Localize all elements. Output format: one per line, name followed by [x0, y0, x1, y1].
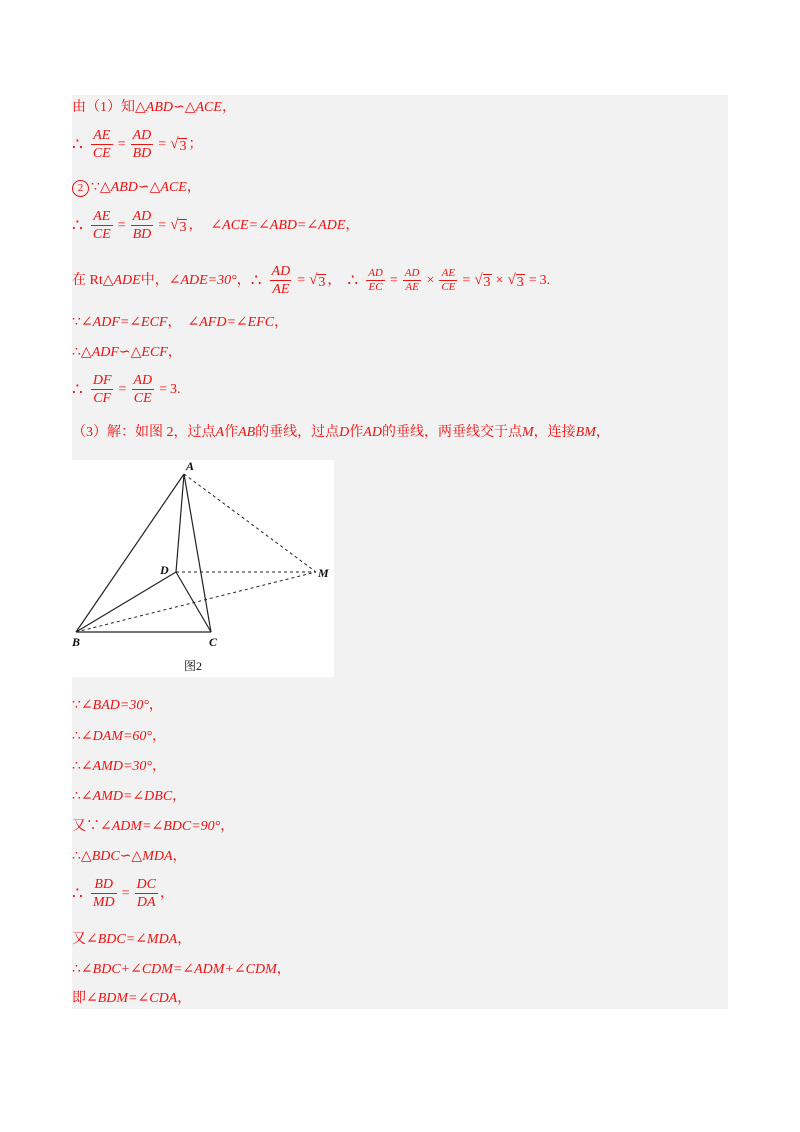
denominator: MD	[92, 895, 115, 910]
denominator: EC	[368, 281, 383, 293]
similar-symbol: ∽△	[173, 100, 196, 115]
fraction	[91, 372, 114, 407]
punctuation: ，	[327, 272, 342, 288]
punctuation: ，	[276, 962, 291, 977]
times: ×	[426, 272, 435, 288]
therefore-symbol: ∴	[72, 962, 81, 977]
fraction	[439, 267, 457, 294]
therefore-symbol: ∴	[72, 883, 83, 903]
punctuation: ，	[172, 849, 187, 864]
equals: =	[297, 272, 306, 288]
triangle-name: ADE	[113, 272, 141, 288]
numerator: AE	[441, 267, 456, 279]
numerator: AD	[133, 373, 153, 388]
punctuation: ；	[188, 136, 203, 152]
fraction	[91, 127, 113, 162]
punctuation: ，	[595, 425, 610, 440]
triangle-name: ACE	[195, 100, 222, 115]
fraction	[131, 208, 154, 243]
numerator: AD	[404, 267, 420, 279]
segment-name: BM	[575, 425, 596, 440]
line-7	[72, 344, 182, 362]
therefore-symbol: ∴	[72, 729, 81, 744]
numerator: DC	[136, 877, 156, 892]
because-symbol: ∵△	[91, 180, 111, 195]
denominator: AE	[272, 282, 290, 297]
figure-caption: 图2	[184, 659, 203, 673]
radicand: 3	[179, 138, 187, 154]
angle-equation: ∠BAD=30°	[80, 698, 149, 713]
line-14	[72, 818, 234, 836]
line-3	[72, 179, 201, 197]
angle-equation: ∠AFD=∠EFC	[187, 315, 275, 330]
line-19	[72, 990, 191, 1008]
angle-equation: ∠ADM=∠BDC=90°	[100, 819, 221, 834]
line-4	[72, 208, 359, 243]
similar-symbol: ∽△	[137, 180, 161, 195]
numerator: BD	[94, 877, 114, 892]
punctuation: ，	[177, 932, 192, 947]
text: 中，	[140, 272, 169, 288]
fraction	[135, 876, 158, 911]
segment-am	[184, 474, 316, 572]
triangle-name: ACE	[160, 180, 187, 195]
segment-name: AB	[238, 425, 256, 440]
triangle-name: MDA	[142, 849, 173, 864]
point-name: A	[215, 425, 225, 440]
punctuation: ，	[345, 217, 360, 233]
because-symbol: ∵	[72, 315, 81, 330]
denominator: CE	[133, 391, 152, 406]
punctuation: .	[546, 272, 551, 288]
denominator: AE	[405, 281, 419, 293]
denominator: CF	[93, 391, 112, 406]
fraction	[91, 208, 113, 243]
triangle-name: ECF	[141, 345, 168, 360]
therefore-symbol: ∴△	[72, 345, 92, 360]
line-10	[72, 697, 163, 715]
denominator: BD	[132, 146, 152, 161]
fraction	[270, 263, 293, 298]
line-16	[72, 876, 174, 911]
angle-equation: ∠ACE=∠ABD=∠ADE	[210, 217, 346, 233]
triangle-name: ADF	[91, 345, 119, 360]
punctuation: ，	[172, 789, 187, 804]
sqrt: √ 3	[474, 271, 491, 290]
therefore-symbol: ∴△	[72, 849, 92, 864]
result: 3	[169, 381, 177, 397]
denominator: CE	[92, 227, 111, 242]
angle-equation: ∠BDC=∠MDA	[86, 932, 178, 947]
punctuation: ，	[152, 759, 167, 774]
punctuation: ，	[177, 991, 192, 1006]
text: 又	[72, 932, 86, 947]
punctuation: ，	[167, 315, 182, 330]
line-13	[72, 788, 186, 806]
text: ，连接	[533, 425, 576, 440]
therefore-symbol: ∴	[250, 270, 262, 290]
numerator: AD	[132, 128, 152, 143]
angle-equation: ∠ADE=30°	[168, 272, 237, 288]
angle-equation: ∠AMD=∠DBC	[80, 789, 173, 804]
triangle-name: ABD	[145, 100, 173, 115]
triangle-name: BDC	[91, 849, 120, 864]
punctuation: ，	[236, 272, 251, 288]
label-c: C	[209, 635, 218, 649]
therefore-symbol: ∴	[72, 134, 83, 154]
text: 即	[72, 991, 86, 1006]
fraction	[366, 267, 385, 294]
text: 由（1）知△	[72, 100, 146, 115]
sqrt: √ 3	[309, 271, 326, 290]
punctuation: ，	[159, 885, 174, 901]
angle-equation: ∠ADF=∠ECF	[80, 315, 168, 330]
times: ×	[495, 272, 504, 288]
line-15	[72, 848, 187, 866]
therefore-symbol: ∴	[72, 789, 81, 804]
angle-equation: ∠BDM=∠CDA	[86, 991, 178, 1006]
numerator: AE	[93, 209, 111, 224]
line-2	[72, 127, 202, 162]
therefore-symbol: ∴	[347, 270, 359, 290]
label-m: M	[318, 566, 329, 580]
line-5	[72, 263, 550, 298]
equals: =	[528, 272, 537, 288]
fraction	[403, 267, 422, 294]
therefore-symbol: ∴	[72, 759, 81, 774]
denominator: CE	[92, 146, 111, 161]
label-d: D	[160, 563, 169, 577]
punctuation: .	[176, 381, 181, 397]
text: （3）解：如图 2，过点	[72, 425, 216, 440]
punctuation: ，	[220, 819, 235, 834]
sqrt: √ 3	[507, 271, 524, 290]
numerator: DF	[92, 373, 112, 388]
punctuation: ，	[274, 315, 289, 330]
punctuation: ，	[148, 698, 163, 713]
line-9	[72, 424, 610, 442]
triangle-name: ABD	[110, 180, 138, 195]
geometry-diagram	[72, 460, 334, 677]
equals: =	[121, 885, 130, 901]
punctuation: ，	[167, 345, 182, 360]
similar-symbol: ∽△	[118, 345, 142, 360]
numerator: AD	[132, 209, 152, 224]
sqrt: √ 3	[170, 216, 187, 235]
radicand: 3	[483, 274, 491, 290]
line-11	[72, 728, 166, 746]
figure-2	[72, 460, 334, 677]
punctuation: ，	[188, 217, 203, 233]
denominator: DA	[136, 895, 156, 910]
line-6	[72, 314, 288, 332]
label-a: A	[186, 460, 195, 473]
therefore-symbol: ∴	[72, 215, 83, 235]
segment-bd	[76, 572, 176, 632]
text: 在 Rt△	[72, 272, 114, 288]
segment-name: AD	[363, 425, 382, 440]
angle-equation: ∠AMD=30°	[80, 759, 153, 774]
radicand: 3	[516, 274, 524, 290]
point-name: M	[521, 425, 534, 440]
line-17	[72, 931, 191, 949]
equals: =	[159, 381, 167, 397]
equals: =	[389, 272, 398, 288]
angle-equation: ∠DAM=60°	[80, 729, 153, 744]
radicand: 3	[318, 274, 326, 290]
text: 的垂线，过点	[255, 425, 340, 440]
equals: =	[118, 381, 127, 397]
punctuation: ，	[221, 100, 236, 115]
equals: =	[158, 136, 167, 152]
punctuation: ，	[186, 180, 201, 195]
text: 又∵	[72, 819, 100, 834]
fraction	[131, 372, 154, 407]
text: 的垂线，两垂线交于点	[381, 425, 522, 440]
segment-ad	[176, 474, 184, 572]
label-b: B	[72, 635, 81, 649]
line-18	[72, 961, 291, 979]
equals: =	[117, 217, 126, 233]
equals: =	[117, 136, 126, 152]
line-8	[72, 372, 180, 407]
punctuation: ，	[152, 729, 167, 744]
denominator: CE	[441, 281, 456, 293]
circled-number: 2	[72, 180, 89, 197]
line-1	[72, 99, 236, 117]
point-name: D	[339, 425, 350, 440]
numerator: AD	[271, 264, 291, 279]
numerator: AD	[368, 267, 383, 279]
therefore-symbol: ∴	[72, 379, 83, 399]
text: 作	[224, 425, 239, 440]
fraction	[131, 127, 154, 162]
because-symbol: ∵	[72, 698, 81, 713]
numerator: AE	[93, 128, 111, 143]
similar-symbol: ∽△	[119, 849, 143, 864]
denominator: BD	[132, 227, 152, 242]
segment-ab	[76, 474, 184, 632]
segment-bm	[76, 572, 316, 632]
angle-equation: ∠BDC+∠CDM=∠ADM+∠CDM	[80, 962, 277, 977]
equals: =	[462, 272, 471, 288]
radicand: 3	[179, 219, 187, 235]
result: 3	[539, 272, 547, 288]
text: 作	[349, 425, 364, 440]
line-12	[72, 758, 166, 776]
sqrt: √ 3	[170, 135, 187, 154]
equals: =	[158, 217, 167, 233]
fraction	[91, 876, 117, 911]
